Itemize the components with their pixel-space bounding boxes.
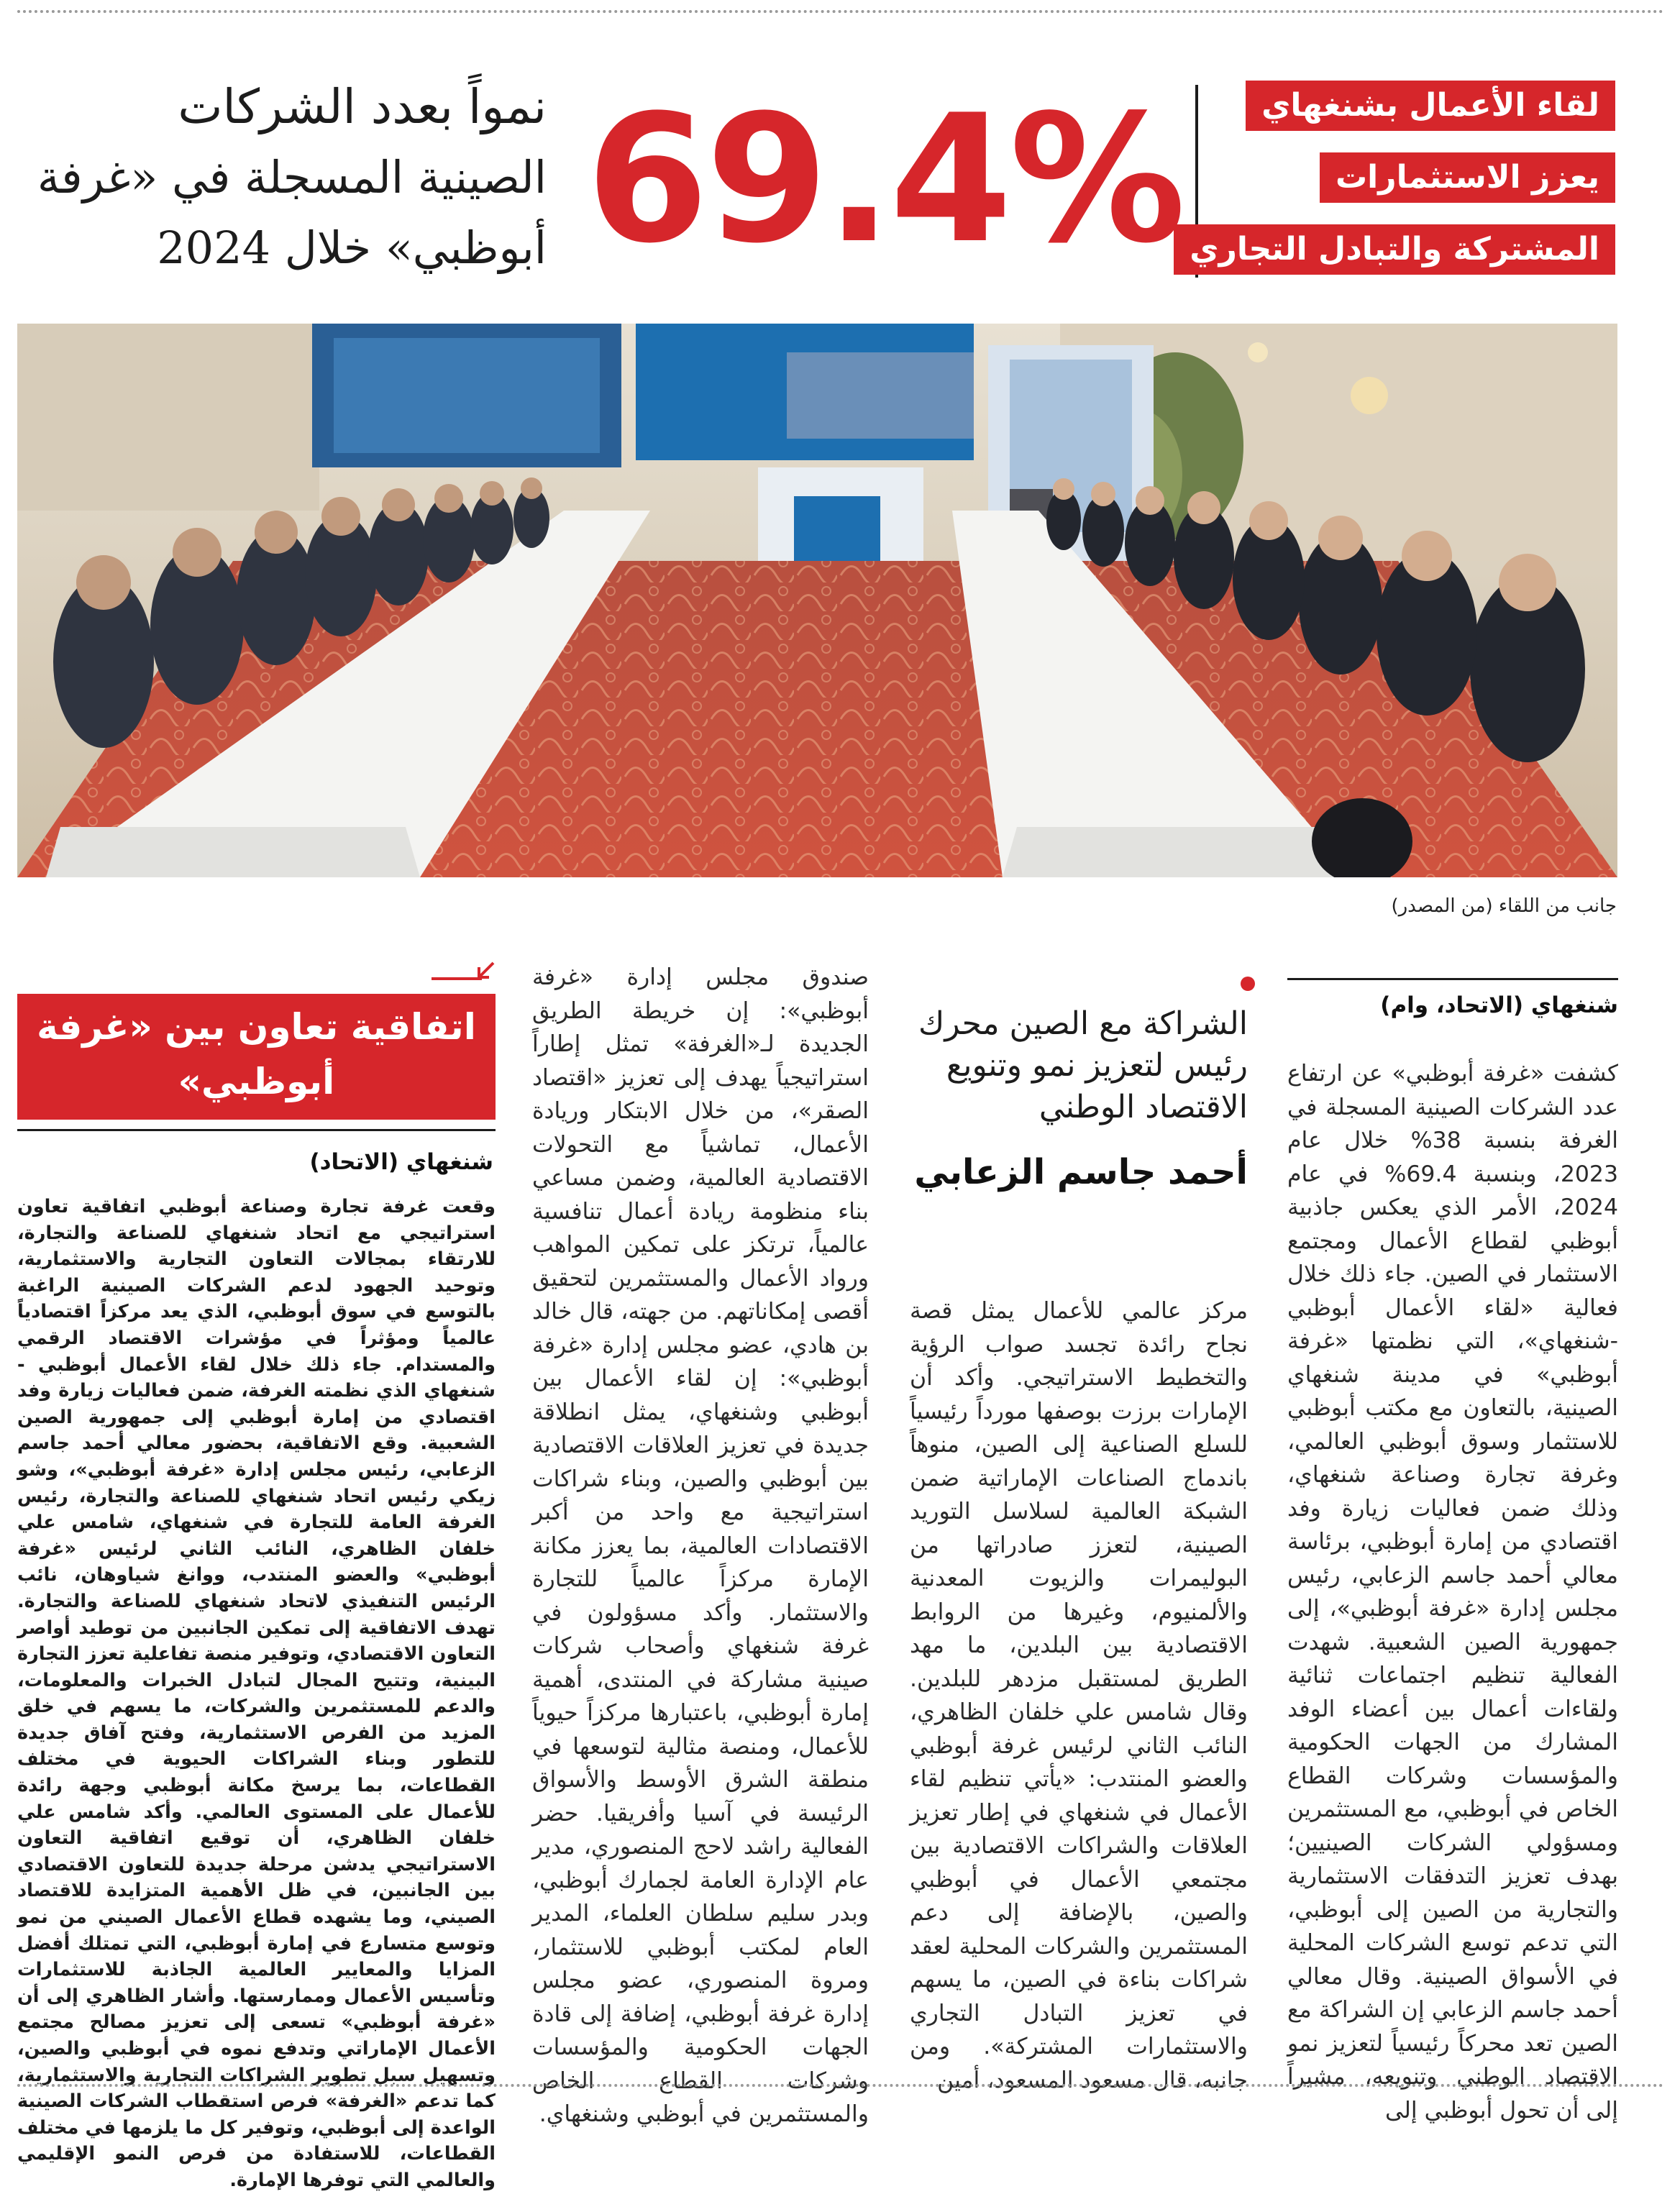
sidebar-headline-line-1: اتفاقية تعاون بين «غرفة أبوظبي» [37, 1006, 476, 1102]
subhead-speaker: أحمد جاسم الزعابي [914, 1152, 1248, 1192]
kicker-line-2: يعزز الاستثمارات [1320, 152, 1615, 203]
headline [29, 72, 547, 283]
headline-percentage: 69.4% [586, 77, 1183, 282]
article-dateline: شنغهاي (الاتحاد، وام) [1380, 992, 1618, 1018]
subhead-bullet [1241, 977, 1255, 991]
sidebar-dateline: شنغهاي (الاتحاد) [309, 1149, 493, 1175]
kicker-line-1: لقاء الأعمال بشنغهاي [1246, 81, 1615, 131]
kicker [1190, 81, 1615, 275]
sidebar-divider [17, 1129, 496, 1131]
headline-line-1: نمواً بعدد الشركات [178, 79, 547, 134]
sidebar-headline [17, 994, 496, 1157]
column-1-divider [1287, 978, 1618, 980]
article-column-2: مركز عالمي للأعمال يمثل قصة نجاح رائدة تجسد صواب الرؤية والتخطيط الاستراتيجي. وأكد أن الإمارات برزت بوصفها مورداً رئيسياً للسلع الصناعية إلى الصين، منوهاً باندماج الصناعات الإماراتية ضمن الشبكة العالمية لسلاسل التوريد الصينية، لتعزز صادراتها من البوليمرات والزيوت المعدنية والألمنيوم، وغيرها من الروابط الاقتصادية بين البلدين، ما مهد الطريق لمستقبل مزدهر للبلدين. وقال شامس علي خلفان الظاهري، النائب الثاني لرئيس غرفة أبوظبي والعضو المنتدب: «يأتي تنظيم لقاء الأعمال في شنغهاي في إطار تعزيز العلاقات والشراكات الاقتصادية بين مجتمعي الأعمال في أبوظبي والصين، بالإضافة إلى دعم المستثمرين والشركات المحلية لعقد شراكات بناءة في الصين، ما يسهم في تعزيز التبادل التجاري والاستثمارات المشتركة». ومن جانبه، قال مسعود المسعود، أمين [910, 1298, 1248, 2093]
headline-line-3: أبوظبي» خلال 2024 [157, 221, 547, 274]
photo-caption: جانب من اللقاء (من المصدر) [1391, 895, 1617, 917]
arrow-icon [432, 960, 496, 982]
sidebar-body: وقعت غرفة تجارة وصناعة أبوظبي اتفاقية تعاون استراتيجي مع اتحاد شنغهاي للصناعة والتجارة، للارتقاء بمجالات التعاون التجارية والاستثمارية، وتوحيد الجهود لدعم الشركات الصينية الراغبة بالتوسع في سوق أبوظبي، الذي يعد مركزاً اقتصادياً عالمياً ومؤثراً في مؤشرات الاقتصاد الرقمي والمستدام. جاء ذلك خلال لقاء الأعمال أبوظبي - شنغهاي الذي نظمته الغرفة، ضمن فعاليات زيارة وفد اقتصادي من إمارة أبوظبي إلى جمهورية الصين الشعبية. وقع الاتفاقية، بحضور معالي أحمد جاسم الزعابي، رئيس مجلس إدارة «غرفة أبوظبي»، وشو زيكي رئيس اتحاد شنغهاي للصناعة والتجارة، رئيس الغرفة العامة للتجارة في شنغهاي، شامس علي خلفان الظاهري، النائب الثاني لرئيس «غرفة أبوظبي» والعضو المنتدب، ووانغ شياوهان، نائب الرئيس التنفيذي لاتحاد شنغهاي للصناعة والتجارة. تهدف الاتفاقية إلى تمكين الجانبين من توطيد أواصر التعاون الاقتصادي، وتوفير منصة تفاعلية تعزز التجارة البينية، وتتيح المجال لتبادل الخبرات والمعلومات، والدعم للمستثمرين والشركات، ما يسهم في خلق المزيد من الفرص الاستثمارية، وفتح آفاق جديدة للتطور وبناء الشراكات الحيوية في مختلف القطاعات، بما يرسخ مكانة أبوظبي وجهة رائدة للأعمال على المستوى العالمي. وأكد شامس علي خلفان الظاهري، أن توقيع اتفاقية التعاون الاستراتيجي يدشن مرحلة جديدة للتعاون الاقتصادي بين الجانبين، في ظل الأهمية المتزايدة للاقتصاد الصيني، وما يشهده قطاع الأعمال الصيني من نمو وتوسع متسارع في إمارة أبوظبي، التي تمتلك أفضل المزايا والمعايير العالمية الجاذبة للاستثمارات وتأسيس الأعمال وممارستها. وأشار الظاهري إلى أن «غرفة أبوظبي» تسعى إلى تعزيز مصالح مجتمع الأعمال الإماراتي وتدفع نموه في أبوظبي والصين، وتسهيل سبل تطوير الشراكات التجارية والاستثمارية، كما تدعم «الغرفة» فرص استقطاب الشركات الصينية الواعدة إلى أبوظبي، وتوفير كل ما يلزمها في مختلف القطاعات، للاستفادة من فرص النمو الإقليمي والعالمي التي توفرها الإمارة. [17, 1196, 496, 2191]
conference-photo [17, 324, 1617, 877]
headline-line-2: الصينية المسجلة في «غرفة [37, 151, 547, 204]
subhead-quote: الشراكة مع الصين محرك رئيس لتعزيز نمو وتنويع الاقتصاد الوطني [918, 1005, 1248, 1125]
article-column-1: كشفت «غرفة أبوظبي» عن ارتفاع عدد الشركات الصينية المسجلة في الغرفة بنسبة 38% خلال عام 2023، وبنسبة 69.4% في عام 2024، الأمر الذي يعكس جاذبية أبوظبي لقطاع الأعمال ومجتمع الاستثمار في الصين. جاء ذلك خلال فعالية «لقاء الأعمال أبوظبي -شنغهاي»، التي نظمتها «غرفة أبوظبي» في مدينة شنغهاي الصينية، بالتعاون مع مكتب أبوظبي للاستثمار وسوق أبوظبي العالمي، وغرفة تجارة وصناعة شنغهاي، وذلك ضمن فعاليات زيارة وفد اقتصادي من إمارة أبوظبي، برئاسة معالي أحمد جاسم الزعابي، رئيس مجلس إدارة «غرفة أبوظبي»، إلى جمهورية الصين الشعبية. شهدت الفعالية تنظيم اجتماعات ثنائية ولقاءات أعمال بين أعضاء الوفد المشارك من الجهات الحكومية والمؤسسات وشركات القطاع الخاص في أبوظبي، مع المستثمرين ومسؤولي الشركات الصينيين؛ بهدف تعزيز التدفقات الاستثمارية والتجارية من الصين إلى أبوظبي، التي تدعم توسع الشركات المحلية في الأسواق الصينية. وقال معالي أحمد جاسم الزعابي إن الشراكة مع الصين تعد محركاً رئيسياً لتعزيز نمو الاقتصاد الوطني وتنويعه، مشيراً إلى أن تحول أبوظبي إلى [1287, 1061, 1618, 2124]
bottom-dotted-rule [17, 2084, 1664, 2087]
top-dotted-rule [17, 10, 1664, 13]
kicker-line-3: المشتركة والتبادل التجاري [1174, 224, 1615, 275]
article-column-3: صندوق مجلس إدارة «غرفة أبوظبي»: إن خريطة الطريق الجديدة لـ«الغرفة» تمثل إطاراً استراتيجياً يهدف إلى تعزيز «اقتصاد الصقر»، من خلال الابتكار وريادة الأعمال، تماشياً مع التحولات الاقتصادية العالمية، وضمن مساعي بناء منظومة ريادة أعمال تنافسية عالمياً، ترتكز على تمكين المواهب ورواد الأعمال والمستثمرين لتحقيق أقصى إمكاناتهم. من جهته، قال خالد بن هادي، عضو مجلس إدارة «غرفة أبوظبي»: إن لقاء الأعمال بين أبوظبي وشنغهاي، يمثل انطلاقة جديدة في تعزيز العلاقات الاقتصادية بين أبوظبي والصين، وبناء شراكات استراتيجية مع واحد من أكبر الاقتصادات العالمية، بما يعزز مكانة الإمارة مركزاً عالمياً للتجارة والاستثمار. وأكد مسؤولون في غرفة شنغهاي وأصحاب شركات صينية مشاركة في المنتدى، أهمية إمارة أبوظبي، باعتبارها مركزاً حيوياً للأعمال، ومنصة مثالية لتوسعها في منطقة الشرق الأوسط والأسواق الرئيسة في آسيا وأفريقيا. حضر الفعالية راشد لاحج المنصوري، مدير عام الإدارة العامة لجمارك أبوظبي، وبدر سليم سلطان العلماء، المدير العام لمكتب أبوظبي للاستثمار، ومروة المنصوري، عضو مجلس إدارة غرفة أبوظبي، إضافة إلى قادة الجهات الحكومية والمؤسسات وشركات القطاع الخاص والمستثمرين في أبوظبي وشنغهاي. [532, 964, 869, 2127]
conference-photo-illustration [17, 324, 1617, 877]
sidebar-headline-line-2: واتحاد شنغهاي للصناعة [51, 1115, 462, 1157]
